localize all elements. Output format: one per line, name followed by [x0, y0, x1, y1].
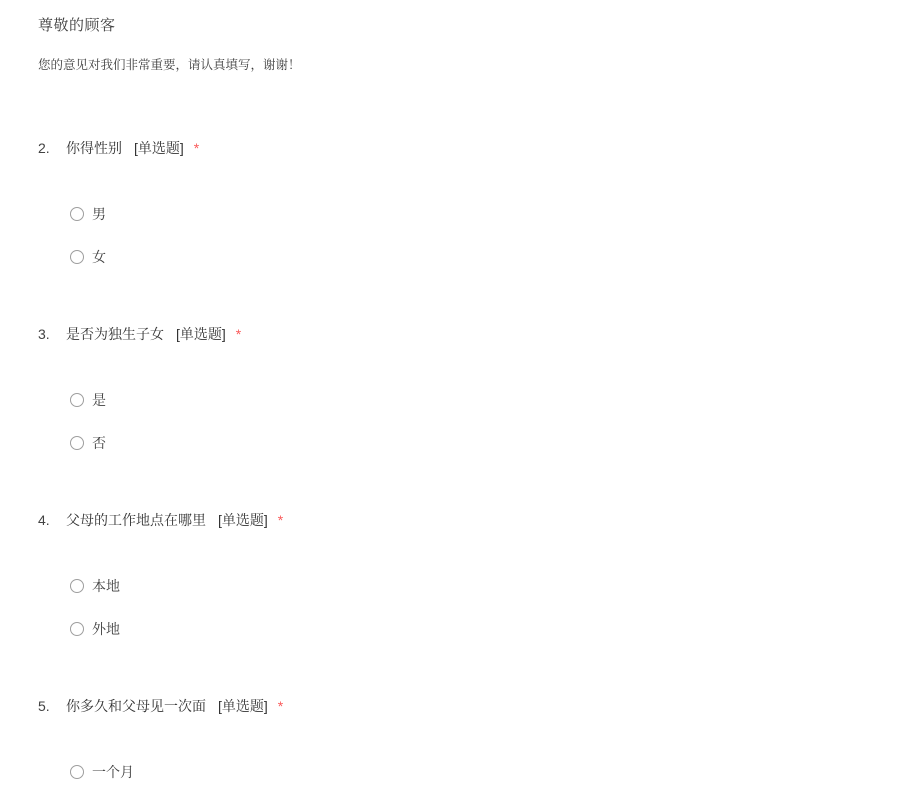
radio-icon[interactable]: [70, 393, 84, 407]
option-label: 外地: [92, 621, 120, 637]
question-gender: [38, 139, 860, 265]
question-title: [38, 325, 860, 344]
question-type-tag: [单选题]: [218, 698, 268, 714]
radio-option-one-month[interactable]: [38, 764, 860, 780]
question-number: 4.: [38, 512, 50, 528]
question-number: 3.: [38, 326, 50, 342]
required-asterisk: *: [193, 140, 200, 156]
question-text: 你多久和父母见一次面: [66, 698, 206, 714]
question-type-tag: [单选题]: [176, 326, 226, 342]
question-text: 父母的工作地点在哪里: [66, 512, 206, 528]
radio-option-nonlocal[interactable]: [38, 621, 860, 637]
question-list: [38, 139, 860, 780]
radio-icon[interactable]: [70, 250, 84, 264]
radio-option-local[interactable]: [38, 578, 860, 594]
question-title: [38, 511, 860, 530]
option-label: 是: [92, 392, 106, 408]
question-visit-frequency: [38, 697, 860, 780]
option-label: 一个月: [92, 764, 134, 780]
required-asterisk: *: [277, 512, 284, 528]
radio-option-no[interactable]: [38, 435, 860, 451]
question-number: 5.: [38, 698, 50, 714]
radio-option-female[interactable]: [38, 249, 860, 265]
page-title: 尊敬的顾客: [38, 17, 116, 34]
option-label: 否: [92, 435, 106, 451]
question-parents-work-location: [38, 511, 860, 637]
question-number: 2.: [38, 140, 50, 156]
radio-icon[interactable]: [70, 622, 84, 636]
radio-icon[interactable]: [70, 436, 84, 450]
radio-icon[interactable]: [70, 765, 84, 779]
radio-option-yes[interactable]: [38, 392, 860, 408]
question-type-tag: [单选题]: [218, 512, 268, 528]
question-only-child: [38, 325, 860, 451]
radio-icon[interactable]: [70, 207, 84, 221]
survey-intro-text: 您的意见对我们非常重要，请认真填写，谢谢！: [38, 58, 301, 72]
option-label: 本地: [92, 578, 120, 594]
radio-icon[interactable]: [70, 579, 84, 593]
question-text: 你得性别: [66, 140, 122, 156]
radio-option-male[interactable]: [38, 206, 860, 222]
option-label: 男: [92, 206, 106, 222]
option-label: 女: [92, 249, 106, 265]
question-title: [38, 697, 860, 716]
question-type-tag: [单选题]: [134, 140, 184, 156]
question-title: [38, 139, 860, 158]
required-asterisk: *: [235, 326, 242, 342]
question-text: 是否为独生子女: [66, 326, 164, 342]
required-asterisk: *: [277, 698, 284, 714]
